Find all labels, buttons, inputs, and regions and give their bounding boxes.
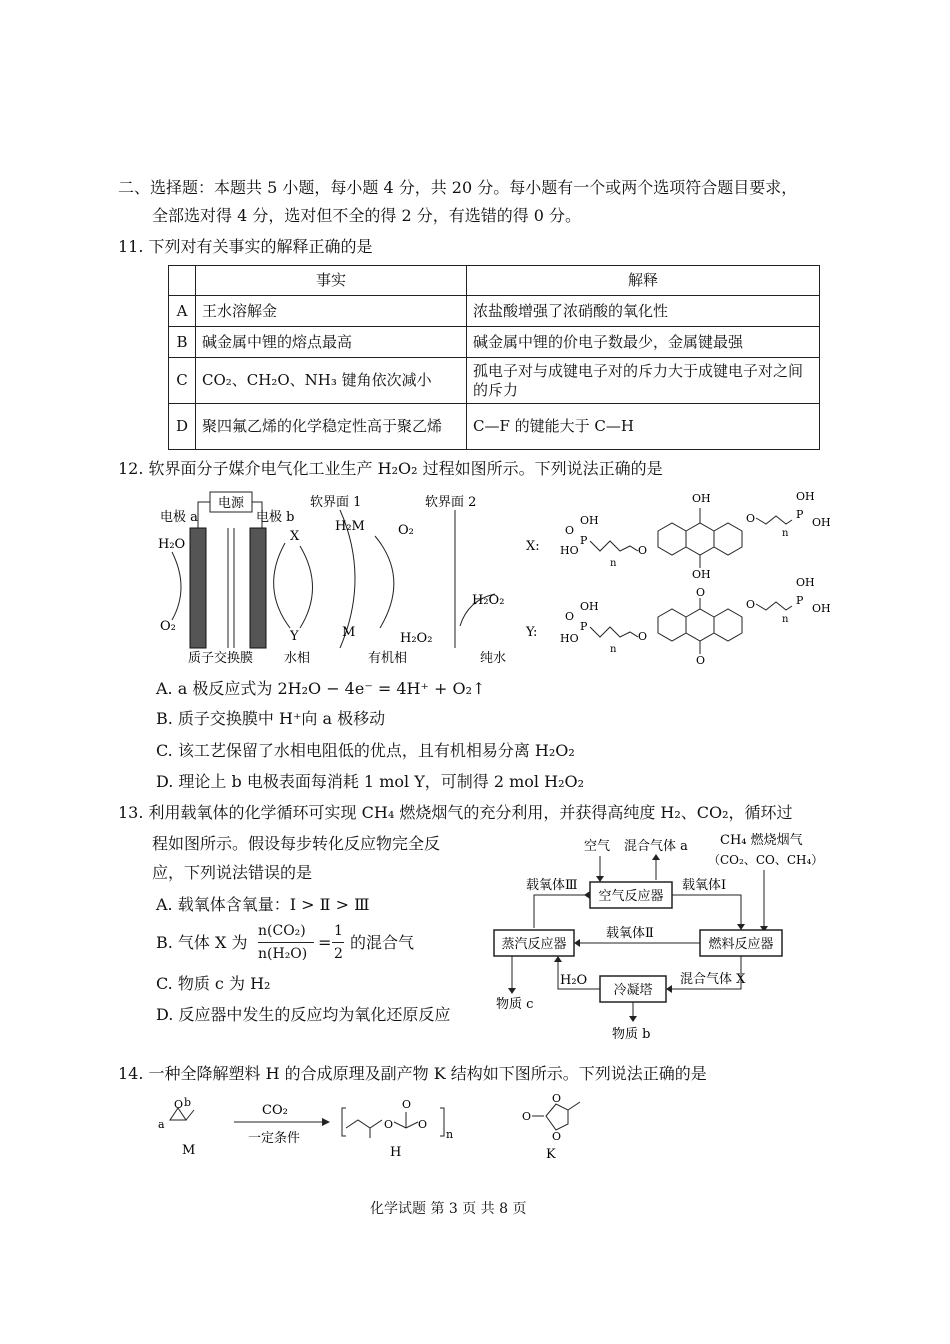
- ratio-denominator: 2: [334, 946, 343, 962]
- structure-x: [526, 490, 831, 581]
- q12-process-diagram: [150, 488, 520, 670]
- steam-reactor-label: 蒸汽反应器: [501, 937, 567, 952]
- bond: [186, 1110, 194, 1120]
- arrow-x-to-y: [274, 543, 290, 628]
- row-key: C: [169, 358, 196, 404]
- flue-gas-components: （CO₂、CO、CH₄）: [708, 853, 824, 867]
- product-b-label: 物质 b: [612, 1027, 651, 1042]
- ho-group: HO: [560, 632, 579, 645]
- section-header-line1: 二、选择题：本题共 5 小题，每小题 4 分，共 20 分。每小题有一个或两个选项符合题目要求，: [118, 178, 798, 197]
- electrode-a-label: 电极 a: [160, 510, 198, 525]
- q12-option-b: B. 质子交换膜中 H⁺向 a 极移动: [156, 709, 386, 728]
- o-atom: O: [696, 586, 706, 599]
- arrowhead: [554, 956, 562, 962]
- air-label: 空气: [584, 839, 611, 854]
- q14-reaction-scheme: [150, 1090, 630, 1170]
- page-footer: 化学试题 第 3 页 共 8 页: [370, 1201, 527, 1217]
- y-structure-label: Y:: [526, 625, 538, 640]
- o-atom: O: [565, 610, 575, 623]
- arrowhead: [737, 924, 745, 930]
- b-label: b: [184, 1096, 192, 1109]
- arrowhead: [508, 988, 516, 994]
- carrier-2-label: 载氧体Ⅱ: [606, 926, 654, 941]
- soft-interface-2-label: 软界面 2: [425, 495, 477, 510]
- co2-label: CO₂: [262, 1103, 288, 1118]
- h2m-label: H₂M: [335, 519, 365, 534]
- electrode-b-label: 电极 b: [256, 510, 295, 525]
- h2o-label: H₂O: [158, 537, 186, 552]
- alkyl-chain: [590, 541, 638, 551]
- arrowhead: [584, 891, 590, 899]
- row-fact: CO₂、CH₂O、NH₃ 键角依次减小: [196, 358, 467, 404]
- mixed-gas-x-label: 混合气体 X: [680, 972, 746, 987]
- o-atom: O: [522, 1110, 532, 1123]
- p-atom: P: [580, 620, 588, 633]
- q13-option-b-denominator: n(H₂O): [258, 946, 308, 962]
- arrow-carrier1: [672, 895, 741, 928]
- n-subscript: n: [782, 614, 789, 625]
- x-structure-label: X:: [526, 539, 540, 554]
- product-c-label: 物质 c: [496, 997, 534, 1012]
- row-key: A: [169, 296, 196, 327]
- air-reactor-label: 空气反应器: [598, 889, 664, 904]
- n-subscript: n: [782, 528, 789, 539]
- soft-interface-1-label: 软界面 1: [310, 495, 362, 510]
- o-atom: O: [552, 1130, 562, 1143]
- ring: [686, 523, 714, 555]
- h2o2-right-label: H₂O₂: [472, 593, 505, 608]
- carrier-3-label: 载氧体Ⅲ: [526, 878, 578, 893]
- row-explanation: 孤电子对与成键电子对的斥力大于成键电子对之间的斥力: [467, 358, 820, 404]
- n-subscript: n: [610, 644, 617, 655]
- row-fact: 聚四氟乙烯的化学稳定性高于聚乙烯: [196, 404, 467, 450]
- alkyl-chain: [590, 627, 638, 637]
- y-label: Y: [290, 629, 299, 644]
- arrowhead: [322, 1118, 330, 1126]
- q13-option-d: D. 反应器中发生的反应均为氧化还原反应: [156, 1005, 451, 1024]
- power-label: 电源: [217, 496, 245, 511]
- table-header-explanation: 解释: [467, 266, 820, 296]
- row-explanation: 浓盐酸增强了浓硝酸的氧化性: [467, 296, 820, 327]
- m-label: M: [182, 1143, 196, 1158]
- o-atom: O: [565, 524, 575, 537]
- row-explanation: C—F 的键能大于 C—H: [467, 404, 820, 450]
- bracket-left: [342, 1108, 346, 1136]
- o-atom: O: [746, 512, 756, 525]
- condenser-label: 冷凝塔: [613, 983, 653, 998]
- oh-group: OH: [812, 602, 831, 615]
- row-fact: 碱金属中锂的熔点最高: [196, 327, 467, 358]
- equals-sign: =: [318, 933, 332, 952]
- fraction-bar: [258, 942, 314, 943]
- wire-a: [198, 502, 210, 528]
- q13-stem-line2: 程如图所示。假设每步转化反应物完全反: [152, 834, 441, 853]
- q13-option-b-numerator: n(CO₂): [258, 923, 306, 939]
- alkyl-chain: [756, 602, 792, 610]
- arrowhead: [666, 985, 672, 993]
- arrowhead: [596, 876, 604, 882]
- arrowhead: [652, 854, 660, 860]
- h-label: H: [390, 1145, 402, 1160]
- ring: [658, 609, 686, 641]
- water-label: H₂O: [560, 973, 588, 988]
- q11-table: [168, 265, 820, 450]
- q13-flow-diagram: [486, 826, 846, 1046]
- q12-option-d: D. 理论上 b 电极表面每消耗 1 mol Y，可制得 2 mol H₂O₂: [156, 772, 585, 791]
- oh-group: OH: [692, 492, 711, 505]
- arrow-water-oxidation: [172, 552, 181, 620]
- k-label: K: [546, 1147, 556, 1162]
- table-row: [169, 327, 820, 358]
- o-atom: O: [638, 630, 648, 643]
- h2o2-mid-label: H₂O₂: [400, 631, 433, 646]
- oh-group: OH: [580, 514, 599, 527]
- carrier-1-label: 载氧体Ⅰ: [682, 878, 727, 893]
- o-atom: O: [552, 1092, 562, 1105]
- o-atom: O: [384, 1118, 394, 1131]
- oh-group: OH: [796, 576, 815, 589]
- p-atom: P: [580, 534, 588, 547]
- row-key: D: [169, 404, 196, 450]
- p-atom: P: [796, 508, 804, 521]
- o-atom: O: [696, 654, 706, 667]
- arrowhead: [629, 1016, 637, 1022]
- ring: [658, 523, 686, 555]
- q13-stem-line1: 13. 利用载氧体的化学循环可实现 CH₄ 燃烧烟气的充分利用，并获得高纯度 H₂、CO₂，循环过: [118, 803, 793, 822]
- alkyl-chain: [756, 516, 792, 524]
- methyl-bond: [568, 1102, 580, 1110]
- q12-option-c: C. 该工艺保留了水相电阻低的优点，且有机相易分离 H₂O₂: [156, 741, 575, 760]
- q13-option-a: A. 载氧体含氧量：Ⅰ > Ⅱ > Ⅲ: [156, 895, 370, 914]
- ring: [686, 609, 714, 641]
- ho-group: HO: [560, 544, 579, 557]
- electrode-b: [250, 528, 266, 648]
- row-fact: 王水溶解金: [196, 296, 467, 327]
- pure-water-label: 纯水: [480, 651, 507, 666]
- cyclic-carbonate-ring: [546, 1104, 568, 1130]
- mixed-gas-a-label: 混合气体 a: [624, 839, 688, 854]
- section-header-line2: 全部选对得 4 分，选对但不全的得 2 分，有选错的得 0 分。: [152, 206, 582, 225]
- o-atom: O: [174, 1098, 184, 1111]
- oh-group: OH: [580, 600, 599, 613]
- arrow-y-to-x: [300, 546, 313, 628]
- table-row: [169, 404, 820, 450]
- polymer-chain: [346, 1120, 382, 1128]
- x-label: X: [290, 529, 300, 544]
- table-row: [169, 358, 820, 404]
- o-atom: O: [418, 1118, 428, 1131]
- q13-option-b-prefix: B. 气体 X 为: [156, 933, 248, 952]
- n-subscript: n: [610, 558, 617, 569]
- m-label: M: [342, 625, 356, 640]
- oh-group: OH: [692, 568, 711, 581]
- fraction-bar: [332, 942, 344, 943]
- arrow-h2m-to-m: [375, 536, 394, 628]
- ratio-numerator: 1: [334, 923, 343, 939]
- o-atom: O: [746, 598, 756, 611]
- membrane-label: 质子交换膜: [188, 651, 254, 666]
- condition-label: 一定条件: [248, 1131, 301, 1146]
- q12-option-a: A. a 极反应式为 2H₂O − 4e⁻ = 4H⁺ + O₂↑: [156, 679, 486, 698]
- oh-group: OH: [796, 490, 815, 503]
- p-atom: P: [796, 594, 804, 607]
- q12-structures: [520, 486, 840, 670]
- o2-left-label: O₂: [160, 619, 176, 634]
- bracket-right: [440, 1108, 444, 1136]
- q13-option-c: C. 物质 c 为 H₂: [156, 974, 271, 993]
- o2-right-label: O₂: [398, 523, 414, 538]
- q11-stem: 11. 下列对有关事实的解释正确的是: [118, 237, 373, 256]
- oh-group: OH: [812, 516, 831, 529]
- row-explanation: 碱金属中锂的价电子数最少，金属键最强: [467, 327, 820, 358]
- n-subscript: n: [446, 1128, 454, 1141]
- table-header-fact: 事实: [196, 266, 467, 296]
- q13-option-b-suffix: 的混合气: [350, 933, 415, 952]
- ring: [714, 609, 742, 641]
- flue-gas-label: CH₄ 燃烧烟气: [720, 833, 803, 848]
- q13-stem-line3: 应，下列说法错误的是: [152, 863, 313, 882]
- aqueous-label: 水相: [284, 651, 311, 666]
- electrode-a: [190, 528, 206, 648]
- a-label: a: [158, 1118, 165, 1131]
- organic-label: 有机相: [368, 651, 408, 666]
- table-header-row: [169, 266, 820, 296]
- q14-stem: 14. 一种全降解塑料 H 的合成原理及副产物 K 结构如下图所示。下列说法正确的是: [118, 1064, 707, 1083]
- o-atom: O: [638, 544, 648, 557]
- ring: [714, 523, 742, 555]
- arrow-carrier3: [534, 895, 590, 928]
- structure-y: [525, 576, 831, 667]
- fuel-reactor-label: 燃料反应器: [708, 937, 774, 952]
- q12-stem: 12. 软界面分子媒介电气化工业生产 H₂O₂ 过程如图所示。下列说法正确的是: [118, 459, 663, 478]
- table-row: [169, 296, 820, 327]
- table-header-blank: [169, 266, 196, 296]
- row-key: B: [169, 327, 196, 358]
- arrowhead: [574, 939, 580, 947]
- o-atom: O: [402, 1098, 412, 1111]
